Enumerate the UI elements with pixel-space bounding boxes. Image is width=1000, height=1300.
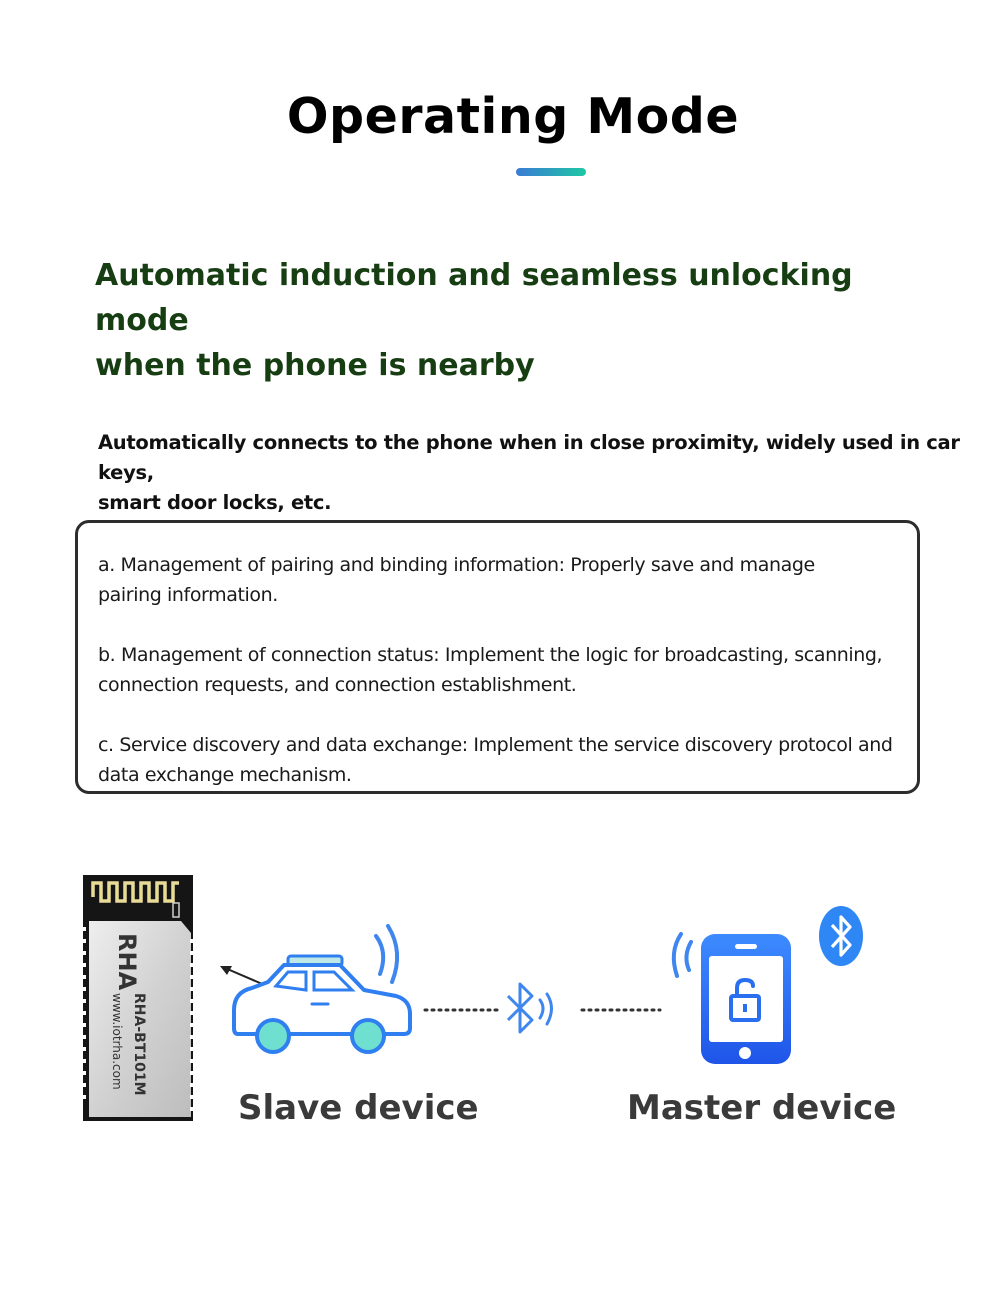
page-title: Operating Mode bbox=[286, 88, 740, 145]
feature-a-line-1: a. Management of pairing and binding information: Properly save and manage bbox=[98, 554, 815, 576]
module-logo: RHA bbox=[113, 933, 141, 991]
mode-subtitle bbox=[95, 253, 915, 388]
feature-item bbox=[98, 730, 897, 790]
description-line-2: smart door locks, etc. bbox=[98, 491, 332, 514]
feature-b-line-1: b. Management of connection status: Implement the logic for broadcasting, scanning, bbox=[98, 644, 883, 666]
phone-icon bbox=[655, 918, 805, 1068]
feature-c-line-2: data exchange mechanism. bbox=[98, 764, 352, 786]
description-line-1: Automatically connects to the phone when in close proximity, widely used in car keys, bbox=[98, 431, 960, 484]
module-board bbox=[83, 875, 193, 1121]
title-underline bbox=[516, 168, 586, 176]
module-url: www.iotrha.com bbox=[110, 993, 124, 1090]
feature-c-line-1: c. Service discovery and data exchange: Implement the service discovery protocol and bbox=[98, 734, 893, 756]
connection-line bbox=[420, 980, 670, 1040]
feature-item bbox=[98, 550, 897, 610]
module-model: RHA-BT101M bbox=[131, 993, 147, 1096]
subtitle-line-2: when the phone is nearby bbox=[95, 348, 535, 383]
bluetooth-badge-icon bbox=[818, 905, 864, 967]
slave-device-label: Slave device bbox=[238, 1088, 479, 1128]
mode-description bbox=[98, 428, 968, 518]
features-box bbox=[75, 520, 920, 794]
feature-item bbox=[98, 640, 897, 700]
subtitle-line-1: Automatic induction and seamless unlocking mode bbox=[95, 258, 853, 338]
bluetooth-module-image bbox=[83, 875, 193, 1121]
bluetooth-icon bbox=[508, 984, 552, 1032]
feature-a-line-2: pairing information. bbox=[98, 584, 278, 606]
master-device-label: Master device bbox=[627, 1088, 897, 1128]
feature-b-line-2: connection requests, and connection establishment. bbox=[98, 674, 577, 696]
car-icon bbox=[228, 920, 423, 1060]
